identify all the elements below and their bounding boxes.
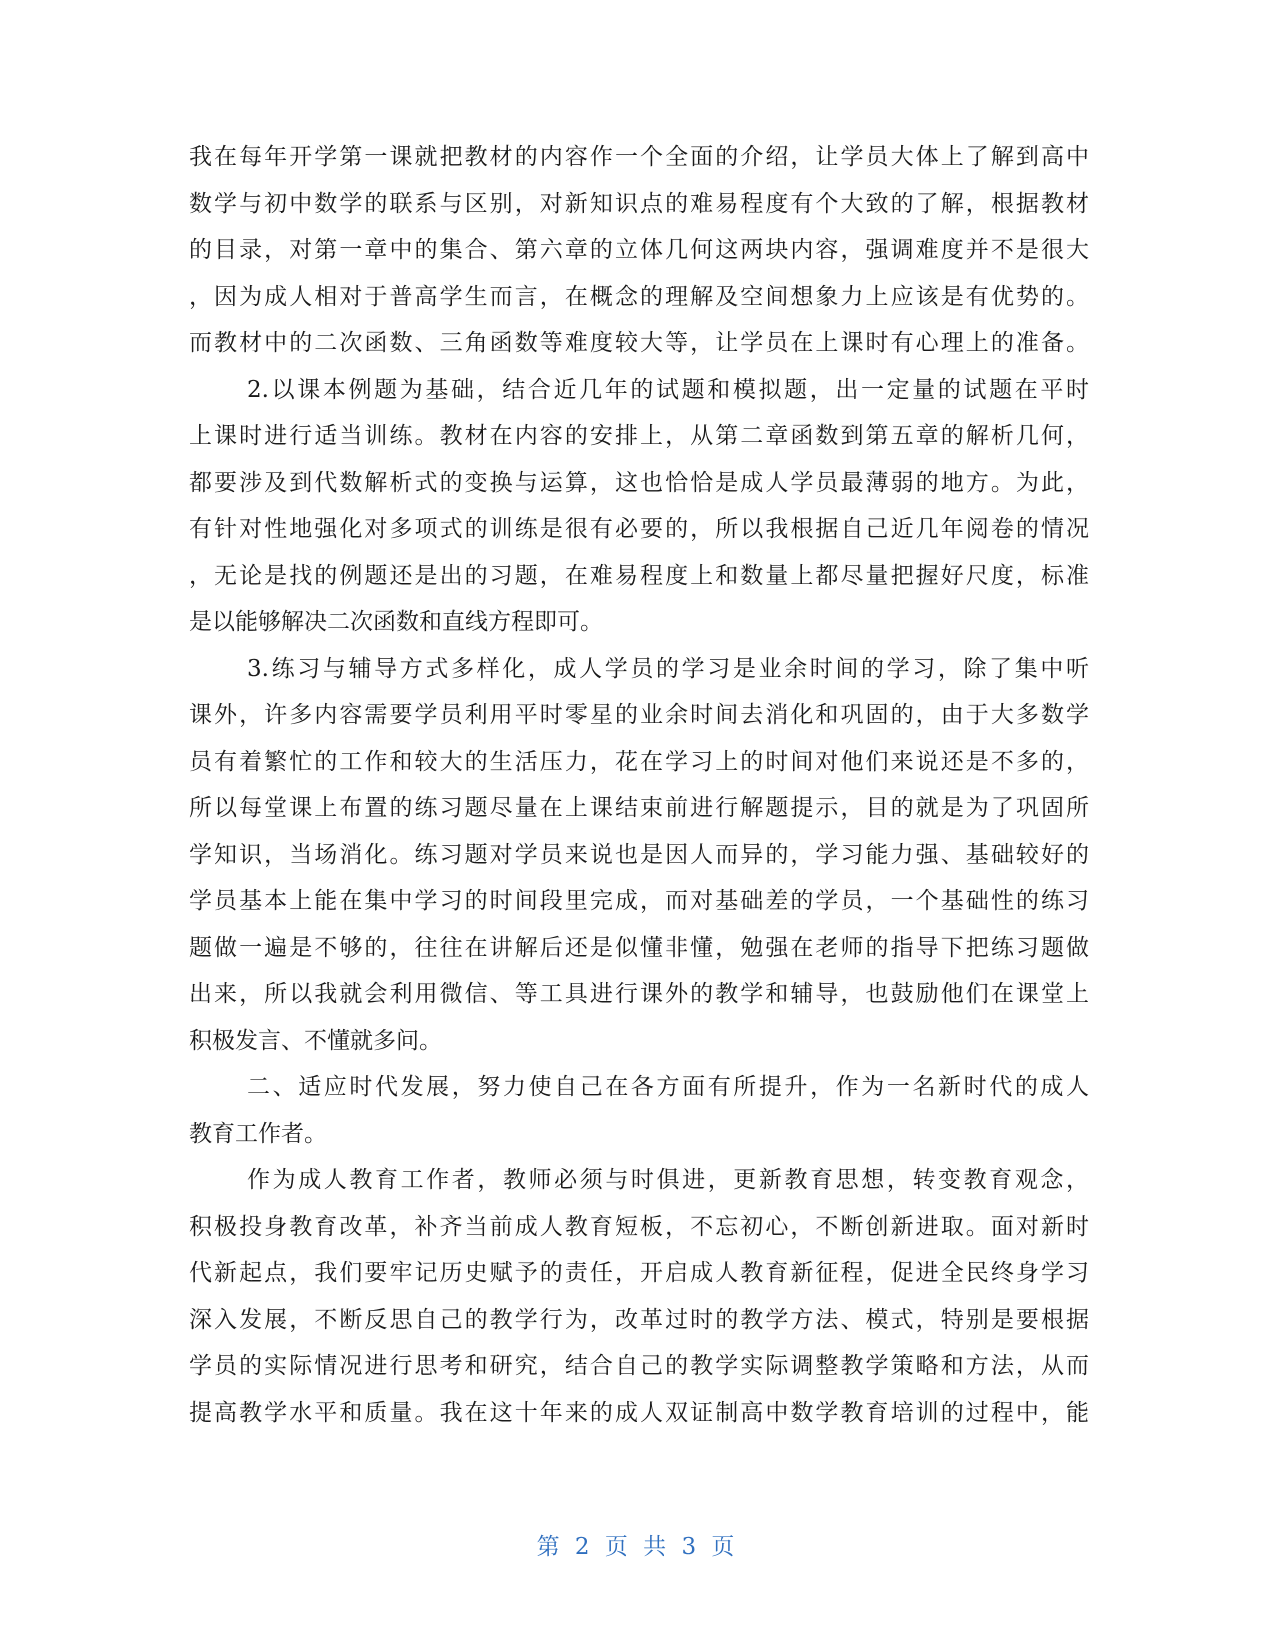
text-line: 我在每年开学第一课就把教材的内容作一个全面的介绍，让学员大体上了解到高中 [189, 144, 1089, 170]
text-line: 学知识，当场消化。练习题对学员来说也是因人而异的，学习能力强、基础较好的 [189, 841, 1089, 868]
text-line: 数学与初中数学的联系与区别，对新知识点的难易程度有个大致的了解，根据教材 [189, 190, 1089, 217]
text-line: 教育工作者。 [189, 1120, 327, 1147]
text-line: 课外，许多内容需要学员利用平时零星的业余时间去消化和巩固的，由于大多数学 [189, 702, 1089, 728]
text-line: ，无论是找的例题还是出的习题，在难易程度上和数量上都尽量把握好尺度，标准 [189, 562, 1089, 589]
text-line: 的目录，对第一章中的集合、第六章的立体几何这两块内容，强调难度并不是很大 [189, 237, 1089, 263]
text-line: 上课时进行适当训练。教材在内容的安排上，从第二章函数到第五章的解析几何， [189, 423, 1089, 449]
text-line: 积极发言、不懂就多问。 [189, 1027, 442, 1054]
text-line: 代新起点，我们要牢记历史赋予的责任，开启成人教育新征程，促进全民终身学习 [189, 1260, 1089, 1286]
text-line: 学员基本上能在集中学习的时间段里完成，而对基础差的学员，一个基础性的练习 [189, 888, 1089, 914]
text-line: ，因为成人相对于普高学生而言，在概念的理解及空间想象力上应该是有优势的。 [189, 283, 1089, 310]
text-line: 有针对性地强化对多项式的训练是很有必要的，所以我根据自己近几年阅卷的情况 [189, 516, 1089, 542]
text-line: 都要涉及到代数解析式的变换与运算，这也恰恰是成人学员最薄弱的地方。为此， [189, 469, 1089, 496]
text-line: 所以每堂课上布置的练习题尽量在上课结束前进行解题提示，目的就是为了巩固所 [189, 795, 1089, 821]
text-line: 积极投身教育改革，补齐当前成人教育短板，不忘初心，不断创新进取。面对新时 [189, 1213, 1089, 1240]
text-line: 作为成人教育工作者，教师必须与时俱进，更新教育思想，转变教育观念， [247, 1167, 1089, 1193]
text-line: 二、适应时代发展，努力使自己在各方面有所提升，作为一名新时代的成人 [247, 1074, 1089, 1100]
text-line: 2.以课本例题为基础，结合近几年的试题和模拟题，出一定量的试题在平时 [247, 376, 1089, 403]
text-line: 员有着繁忙的工作和较大的生活压力，花在学习上的时间对他们来说还是不多的， [189, 748, 1089, 775]
text-line: 而教材中的二次函数、三角函数等难度较大等，让学员在上课时有心理上的准备。 [189, 330, 1089, 356]
page-footer: 第 2 页 共 3 页 [536, 1534, 739, 1560]
text-line: 提高教学水平和质量。我在这十年来的成人双证制高中数学教育培训的过程中，能 [189, 1399, 1089, 1426]
text-line: 深入发展，不断反思自己的教学行为，改革过时的教学方法、模式，特别是要根据 [189, 1306, 1089, 1333]
text-line: 题做一遍是不够的，往往在讲解后还是似懂非懂，勉强在老师的指导下把练习题做 [189, 934, 1089, 961]
text-line: 3.练习与辅导方式多样化，成人学员的学习是业余时间的学习，除了集中听 [247, 655, 1089, 682]
text-line: 出来，所以我就会利用微信、等工具进行课外的教学和辅导，也鼓励他们在课堂上 [189, 981, 1089, 1007]
text-line: 学员的实际情况进行思考和研究，结合自己的教学实际调整教学策略和方法，从而 [189, 1353, 1089, 1379]
text-line: 是以能够解决二次函数和直线方程即可。 [189, 609, 603, 635]
